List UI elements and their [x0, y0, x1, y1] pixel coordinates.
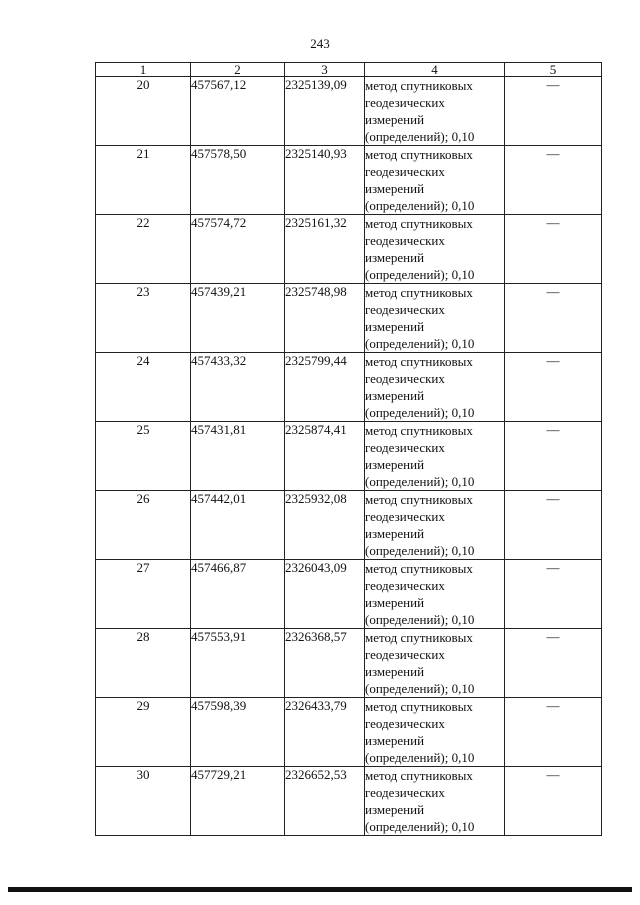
method-line: (определений); 0,10 — [365, 336, 475, 351]
table-row — [96, 284, 602, 353]
method-line: метод спутниковых — [365, 768, 473, 783]
note-cell: — — [505, 146, 602, 215]
y-coordinate-cell: 2325874,41 — [285, 422, 365, 491]
method-cell — [365, 353, 505, 422]
method-line: метод спутниковых — [365, 216, 473, 231]
method-line: геодезических — [365, 95, 445, 110]
method-line: метод спутниковых — [365, 354, 473, 369]
method-line: метод спутниковых — [365, 699, 473, 714]
table-header-row — [96, 63, 602, 77]
method-line: измерений — [365, 250, 425, 265]
table-body — [96, 77, 602, 836]
method-line: измерений — [365, 457, 425, 472]
method-cell — [365, 215, 505, 284]
point-number-cell: 25 — [96, 422, 191, 491]
bottom-rule — [8, 887, 632, 892]
method-line: метод спутниковых — [365, 630, 473, 645]
point-number-cell: 29 — [96, 698, 191, 767]
method-line: геодезических — [365, 302, 445, 317]
method-line: геодезических — [365, 164, 445, 179]
method-line: (определений); 0,10 — [365, 612, 475, 627]
y-coordinate-cell: 2325139,09 — [285, 77, 365, 146]
coordinates-table — [95, 62, 602, 836]
x-coordinate-cell: 457598,39 — [191, 698, 285, 767]
method-line: метод спутниковых — [365, 78, 473, 93]
method-line: измерений — [365, 733, 425, 748]
note-cell: — — [505, 767, 602, 836]
method-cell — [365, 77, 505, 146]
method-line: измерений — [365, 388, 425, 403]
method-line: (определений); 0,10 — [365, 543, 475, 558]
table-row — [96, 629, 602, 698]
column-header: 4 — [365, 63, 505, 77]
method-cell — [365, 698, 505, 767]
y-coordinate-cell: 2325932,08 — [285, 491, 365, 560]
table-row — [96, 146, 602, 215]
method-line: измерений — [365, 526, 425, 541]
method-cell — [365, 491, 505, 560]
method-line: геодезических — [365, 647, 445, 662]
method-line: метод спутниковых — [365, 285, 473, 300]
method-line: геодезических — [365, 785, 445, 800]
y-coordinate-cell: 2325161,32 — [285, 215, 365, 284]
method-line: метод спутниковых — [365, 423, 473, 438]
page-number: 243 — [310, 36, 330, 51]
x-coordinate-cell: 457567,12 — [191, 77, 285, 146]
method-cell — [365, 560, 505, 629]
method-cell — [365, 146, 505, 215]
point-number-cell: 26 — [96, 491, 191, 560]
point-number-cell: 22 — [96, 215, 191, 284]
y-coordinate-cell: 2325140,93 — [285, 146, 365, 215]
method-line: метод спутниковых — [365, 147, 473, 162]
method-line: метод спутниковых — [365, 492, 473, 507]
method-line: (определений); 0,10 — [365, 750, 475, 765]
point-number-cell: 28 — [96, 629, 191, 698]
point-number-cell: 27 — [96, 560, 191, 629]
column-header: 3 — [285, 63, 365, 77]
method-line: (определений); 0,10 — [365, 819, 475, 834]
column-header: 2 — [191, 63, 285, 77]
y-coordinate-cell: 2326652,53 — [285, 767, 365, 836]
method-cell — [365, 629, 505, 698]
table-row — [96, 422, 602, 491]
note-cell: — — [505, 491, 602, 560]
x-coordinate-cell: 457442,01 — [191, 491, 285, 560]
y-coordinate-cell: 2326433,79 — [285, 698, 365, 767]
method-cell — [365, 767, 505, 836]
x-coordinate-cell: 457431,81 — [191, 422, 285, 491]
point-number-cell: 30 — [96, 767, 191, 836]
method-line: метод спутниковых — [365, 561, 473, 576]
table-row — [96, 77, 602, 146]
method-line: измерений — [365, 319, 425, 334]
method-line: геодезических — [365, 440, 445, 455]
x-coordinate-cell: 457553,91 — [191, 629, 285, 698]
method-line: (определений); 0,10 — [365, 474, 475, 489]
column-header: 5 — [505, 63, 602, 77]
method-line: измерений — [365, 664, 425, 679]
column-header: 1 — [96, 63, 191, 77]
method-line: геодезических — [365, 578, 445, 593]
method-cell — [365, 422, 505, 491]
note-cell: — — [505, 215, 602, 284]
note-cell: — — [505, 353, 602, 422]
note-cell: — — [505, 698, 602, 767]
note-cell: — — [505, 284, 602, 353]
x-coordinate-cell: 457729,21 — [191, 767, 285, 836]
table-row — [96, 560, 602, 629]
x-coordinate-cell: 457574,72 — [191, 215, 285, 284]
y-coordinate-cell: 2325748,98 — [285, 284, 365, 353]
method-line: измерений — [365, 181, 425, 196]
table-row — [96, 491, 602, 560]
table-row — [96, 215, 602, 284]
method-line: геодезических — [365, 509, 445, 524]
table-row — [96, 767, 602, 836]
y-coordinate-cell: 2326043,09 — [285, 560, 365, 629]
table-row — [96, 698, 602, 767]
note-cell: — — [505, 422, 602, 491]
note-cell: — — [505, 629, 602, 698]
y-coordinate-cell: 2325799,44 — [285, 353, 365, 422]
x-coordinate-cell: 457439,21 — [191, 284, 285, 353]
method-line: геодезических — [365, 716, 445, 731]
method-line: геодезических — [365, 233, 445, 248]
point-number-cell: 20 — [96, 77, 191, 146]
method-line: измерений — [365, 802, 425, 817]
table-row — [96, 353, 602, 422]
note-cell: — — [505, 77, 602, 146]
point-number-cell: 24 — [96, 353, 191, 422]
point-number-cell: 23 — [96, 284, 191, 353]
method-cell — [365, 284, 505, 353]
method-line: измерений — [365, 112, 425, 127]
point-number-cell: 21 — [96, 146, 191, 215]
x-coordinate-cell: 457466,87 — [191, 560, 285, 629]
x-coordinate-cell: 457578,50 — [191, 146, 285, 215]
y-coordinate-cell: 2326368,57 — [285, 629, 365, 698]
note-cell: — — [505, 560, 602, 629]
method-line: измерений — [365, 595, 425, 610]
method-line: (определений); 0,10 — [365, 681, 475, 696]
x-coordinate-cell: 457433,32 — [191, 353, 285, 422]
method-line: геодезических — [365, 371, 445, 386]
method-line: (определений); 0,10 — [365, 198, 475, 213]
method-line: (определений); 0,10 — [365, 405, 475, 420]
method-line: (определений); 0,10 — [365, 129, 475, 144]
method-line: (определений); 0,10 — [365, 267, 475, 282]
